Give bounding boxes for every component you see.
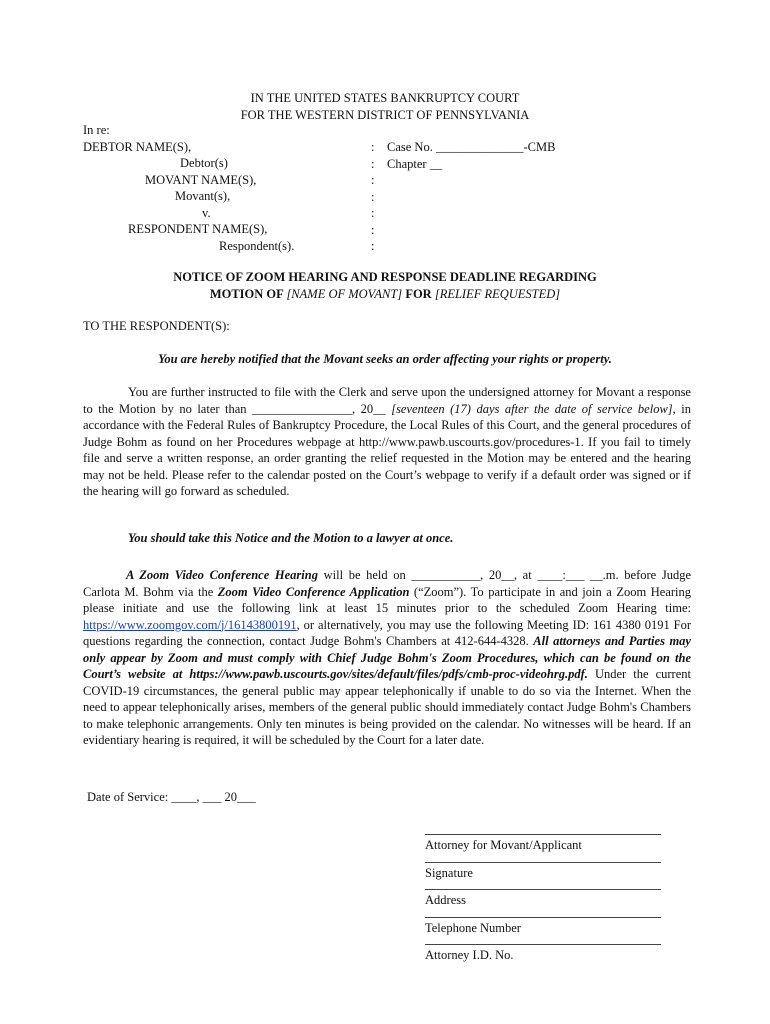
date-of-service: Date of Service: ____, ___ 20___ [87, 790, 256, 804]
signature-line [425, 862, 661, 864]
lawyer-notice: You should take this Notice and the Motion to a lawyer at once. [128, 531, 454, 545]
case-info [387, 139, 555, 172]
movant-names: MOVANT NAME(S), [145, 172, 257, 187]
debtor-names: DEBTOR NAME(S), [83, 139, 192, 154]
versus-label: v. [202, 205, 211, 220]
court-district: FOR THE WESTERN DISTRICT OF PENNSYLVANIA [240, 107, 530, 122]
hearing-label: A Zoom Video Conference Hearing [126, 568, 318, 582]
case-number: Case No. ______________-CMB [387, 140, 556, 154]
deadline-note: [seventeen (17) days after the date of service below] [391, 401, 673, 416]
movant-placeholder: [NAME OF MOVANT] [286, 286, 403, 301]
sig-label-address: Address [425, 893, 466, 907]
title-line-1: NOTICE OF ZOOM HEARING AND RESPONSE DEADLINE REGARDING [173, 270, 597, 284]
hearing-part-3: , or alternatively, you may use the following Meeting ID: 161 4380 0191 For questions regarding the connection, contact Judge Bohm's Chambers at 412-644-4328. [83, 617, 691, 648]
hearing-part-2: (“Zoom”). To participate in and join a Zoom Hearing please initiate and use the following link at least 15 minutes prior to the scheduled Zoom Hearing time: [83, 584, 691, 615]
case-caption-parties [83, 122, 383, 254]
sig-label-attorney: Attorney for Movant/Applicant [425, 838, 582, 852]
respondent-role: Respondent(s). [219, 238, 295, 253]
notice-title [0, 269, 770, 302]
relief-placeholder: [RELIEF REQUESTED] [434, 286, 561, 301]
hearing-part-1: will be held on ___________, 20__, at ____:___ __.m. before Judge Carlota M. Bohm via the [83, 568, 691, 599]
signature-line [425, 917, 661, 919]
sig-label-signature: Signature [425, 865, 473, 880]
respondent-names: RESPONDENT NAME(S), [128, 222, 268, 236]
sig-label-telephone: Telephone Number [425, 920, 521, 935]
caption-colon-column [371, 139, 381, 255]
signature-line [425, 944, 661, 946]
motion-of-label: MOTION OF [209, 286, 284, 301]
addressee: TO THE RESPONDENT(S): [83, 319, 230, 333]
chapter-number: Chapter __ [387, 156, 443, 171]
rights-notice: You are hereby notified that the Movant seeks an order affecting your rights or property. [158, 352, 612, 366]
caption-colon: : [371, 189, 375, 204]
caption-colon: : [371, 239, 375, 253]
signature-block [425, 828, 665, 972]
for-label: FOR [405, 286, 432, 301]
response-paragraph [83, 384, 691, 500]
title-line-2 [0, 286, 770, 303]
debtor-role: Debtor(s) [180, 156, 228, 170]
caption-colon: : [371, 222, 375, 237]
zoom-link[interactable]: https://www.zoomgov.com/j/16143800191 [83, 617, 297, 632]
caption-colon: : [371, 206, 375, 220]
response-lead: You are further instructed to file with the Clerk and serve upon the undersigned attorney for Movant a response to the Motion by no later than ________________, 20__ [83, 385, 691, 416]
signature-line [425, 889, 661, 891]
hearing-paragraph [83, 567, 691, 749]
response-rest: , in accordance with the Federal Rules of Bankruptcy Procedure, the Local Rules of this Court, and the general procedures of Judge Bohm as found on her Procedures webpage at http://www.pawb.uscourts.gov/procedures-1. If you fail to timely file and serve a written response, an order granting the relief requested in the Motion may be entered and the hearing may not be held. Please refer to the calendar posted on the Court’s webpage to verify if a default order was signed or if the hearing will go forward as scheduled. [83, 401, 692, 498]
caption-colon: : [371, 156, 375, 171]
court-heading [0, 90, 770, 123]
hearing-part-4: Under the current COVID-19 circumstances, the general public may appear telephonically if unable to do so via the Internet. When the need to appear telephonically arises, members of the general public should immediately contact Judge Bohm's Chambers to make telephonic arrangements. Only ten minutes is being provided on the calendar. No witnesses will be heard. If an evidentiary hearing is required, it will be scheduled by the Court for a later date. [83, 667, 691, 747]
court-name: IN THE UNITED STATES BANKRUPTCY COURT [250, 91, 520, 105]
signature-line [425, 834, 661, 836]
caption-colon: : [371, 173, 375, 187]
zoom-procedures-warning: All attorneys and Parties may only appear by Zoom and must comply with Chief Judge Bohm's Zoom Procedures, which can be found on the Court’s website at https://www.pawb.uscourts.gov/sites/default/files/pdfs/cmb-proc-videohrg.pdf. [83, 634, 691, 681]
movant-role: Movant(s), [175, 189, 231, 203]
sig-label-attorney-id: Attorney I.D. No. [425, 948, 514, 962]
in-re-label: In re: [83, 123, 110, 137]
zoom-app-label: Zoom Video Conference Application [217, 584, 410, 599]
caption-colon: : [371, 140, 375, 154]
